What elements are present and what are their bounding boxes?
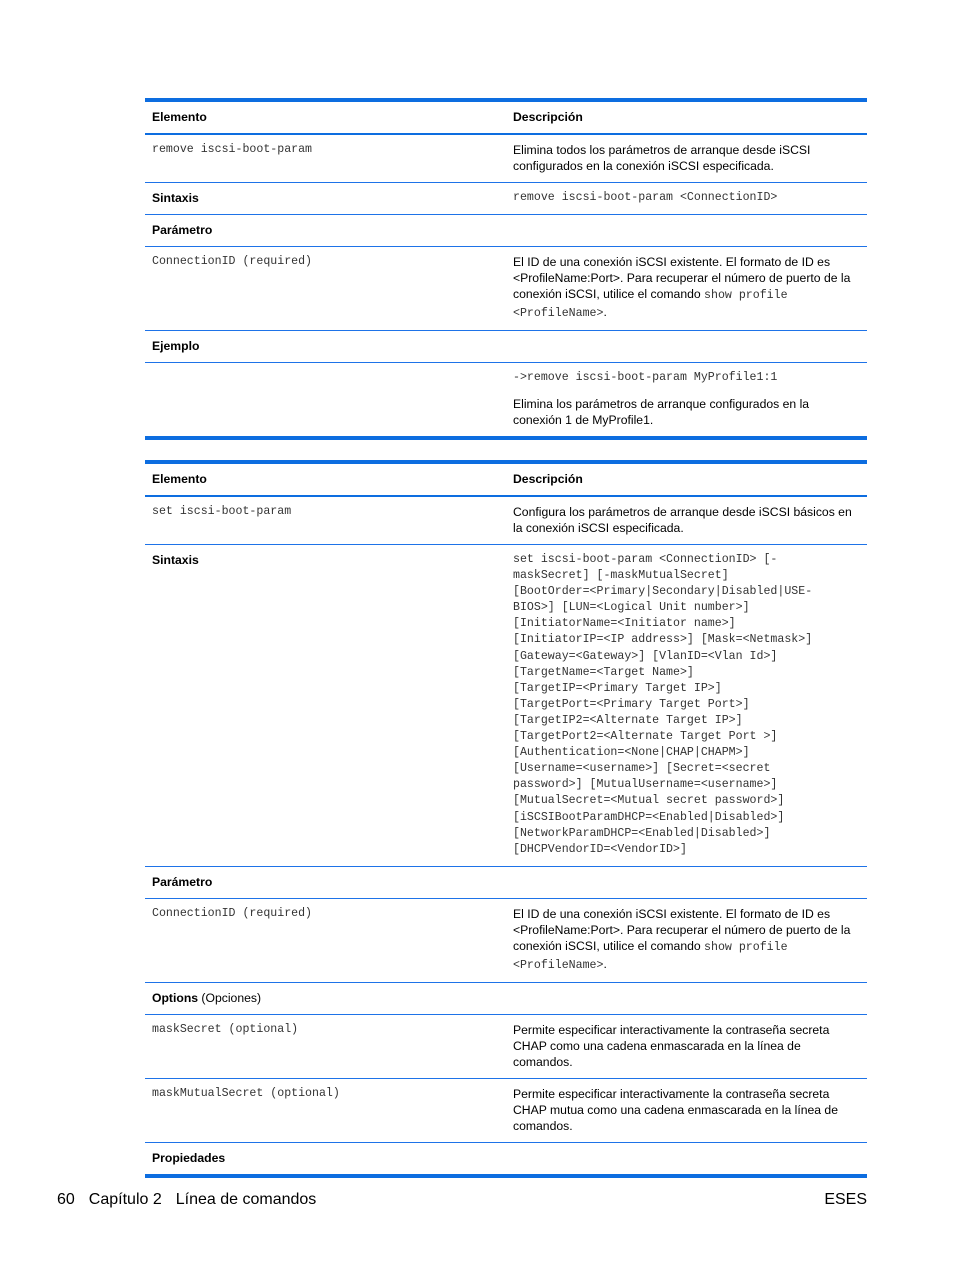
table-row — [145, 1142, 867, 1176]
syntax-line: [TargetPort2=<Alternate Target Port >] — [513, 730, 778, 744]
syntax-value: remove iscsi-boot-param <ConnectionID> — [506, 183, 867, 215]
syntax-label: Sintaxis — [145, 545, 506, 867]
parameter-label: Parámetro — [145, 866, 506, 898]
command-description: Elimina todos los parámetros de arranque desde iSCSI configurados en la conexión iSCSI especificada. — [506, 134, 867, 183]
footer-locale: ESES — [824, 1191, 867, 1208]
example-text: Elimina los parámetros de arranque configurados en la conexión 1 de MyProfile1. — [513, 397, 810, 427]
parameter-desc-code: show profile <ProfileName> — [513, 940, 788, 972]
page-number: 60 — [57, 1191, 75, 1208]
parameter-description — [506, 898, 867, 982]
syntax-label: Sintaxis — [145, 183, 506, 215]
parameter-desc-code: show profile <ProfileName> — [513, 289, 788, 320]
table-header-row — [145, 100, 867, 134]
empty-cell — [506, 331, 867, 363]
syntax-line: [Username=<username>] [Secret=<secret — [513, 762, 771, 776]
option-description: Permite especificar interactivamente la contraseña secreta CHAP mutua como una cadena enmascarada en la línea de comandos. — [506, 1078, 867, 1142]
chapter-title: Línea de comandos — [175, 1191, 317, 1208]
syntax-line: password>] [MutualUsername=<username>] — [513, 778, 778, 792]
command-name: remove iscsi-boot-param — [145, 134, 506, 183]
table-row — [145, 363, 867, 439]
option-description: Permite especificar interactivamente la contraseña secreta CHAP como una cadena enmascarada en la línea de comandos. — [506, 1014, 867, 1078]
syntax-line: [DHCPVendorID=<VendorID>] — [513, 842, 687, 856]
table-row — [145, 134, 867, 183]
options-label-bold: Options — [152, 990, 199, 1005]
column-header-description: Descripción — [506, 462, 867, 496]
chapter-label: Capítulo 2 — [88, 1191, 162, 1208]
parameter-desc-text: El ID de una conexión iSCSI existente. El formato de ID es <ProfileName:Port>. Para recuperar el número de puerto de la conexión iSCSI, utilice el comando — [513, 906, 851, 953]
syntax-line: [Gateway=<Gateway>] [VlanID=<Vlan Id>] — [513, 649, 778, 663]
example-content — [506, 363, 867, 439]
parameter-desc-end: . — [603, 956, 607, 971]
set-iscsi-boot-param-table — [145, 460, 867, 1178]
properties-label: Propiedades — [145, 1142, 506, 1176]
syntax-line: [Authentication=<None|CHAP|CHAPM>] — [513, 746, 750, 760]
parameter-name: ConnectionID (required) — [145, 247, 506, 331]
table-row — [145, 496, 867, 545]
table-row — [145, 247, 867, 331]
column-header-description: Descripción — [506, 100, 867, 134]
syntax-line: set iscsi-boot-param <ConnectionID> [- — [513, 553, 778, 566]
table-header-row — [145, 462, 867, 496]
table-row — [145, 331, 867, 363]
table-row — [145, 866, 867, 898]
syntax-line: BIOS>] [LUN=<Logical Unit number>] — [513, 601, 750, 615]
column-header-element: Elemento — [145, 462, 506, 496]
table-row — [145, 545, 867, 867]
syntax-line: [MutualSecret=<Mutual secret password>] — [513, 794, 785, 808]
table-row — [145, 898, 867, 982]
column-header-element: Elemento — [145, 100, 506, 134]
empty-cell — [506, 866, 867, 898]
syntax-line: [BootOrder=<Primary|Secondary|Disabled|USE- — [513, 585, 813, 599]
options-label-rest: (Opciones) — [198, 990, 262, 1005]
table-row — [145, 982, 867, 1014]
parameter-description — [506, 247, 867, 331]
option-name: maskSecret (optional) — [145, 1014, 506, 1078]
syntax-line: maskSecret] [-maskMutualSecret] — [513, 569, 729, 583]
parameter-desc-end: . — [603, 305, 607, 319]
syntax-line: [TargetPort=<Primary Target Port>] — [513, 697, 750, 711]
table-row — [145, 1078, 867, 1142]
syntax-value — [506, 545, 867, 867]
page-footer — [57, 1191, 316, 1209]
syntax-line: [InitiatorIP=<IP address>] [Mask=<Netmask>] — [513, 633, 813, 647]
empty-cell — [506, 215, 867, 247]
remove-iscsi-boot-param-table — [145, 98, 867, 440]
command-name: set iscsi-boot-param — [145, 496, 506, 545]
empty-cell — [145, 363, 506, 439]
command-description: Configura los parámetros de arranque desde iSCSI básicos en la conexión iSCSI especificada. — [506, 496, 867, 545]
syntax-line: [TargetIP2=<Alternate Target IP>] — [513, 713, 743, 727]
table-row — [145, 215, 867, 247]
syntax-line: [TargetName=<Target Name>] — [513, 665, 694, 679]
options-label — [145, 982, 506, 1014]
example-label: Ejemplo — [145, 331, 506, 363]
syntax-line: [NetworkParamDHCP=<Enabled|Disabled>] — [513, 826, 771, 840]
parameter-desc-text: El ID de una conexión iSCSI existente. El formato de ID es <ProfileName:Port>. Para recuperar el número de puerto de la conexión iSCSI, utilice el comando — [513, 255, 851, 301]
syntax-line: [TargetIP=<Primary Target IP>] — [513, 681, 722, 695]
parameter-label: Parámetro — [145, 215, 506, 247]
syntax-line: [InitiatorName=<Initiator name>] — [513, 617, 736, 631]
example-code: ->remove iscsi-boot-param MyProfile1:1 — [513, 371, 778, 384]
empty-cell — [506, 1142, 867, 1176]
table-row — [145, 183, 867, 215]
option-name: maskMutualSecret (optional) — [145, 1078, 506, 1142]
table-row — [145, 1014, 867, 1078]
empty-cell — [506, 982, 867, 1014]
parameter-name: ConnectionID (required) — [145, 898, 506, 982]
syntax-line: [iSCSIBootParamDHCP=<Enabled|Disabled>] — [513, 810, 785, 824]
